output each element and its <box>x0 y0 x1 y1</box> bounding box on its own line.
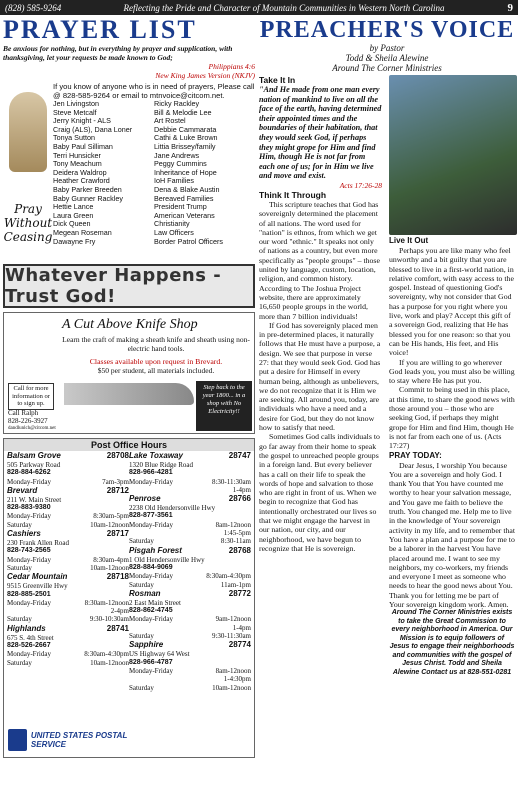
prayer-intro: If you know of anyone who is in need of prayers, Please call @ 828-585-9264 or email to mtnvoice@citcom.net. <box>53 82 255 100</box>
po-time: 10am-12noon <box>90 520 129 529</box>
po-time: 8:30-11:30am <box>211 477 251 486</box>
po-zip: 28717 <box>106 529 129 539</box>
prayer-name: Tony Meachum <box>53 159 102 169</box>
po-hours-row <box>7 556 129 564</box>
praying-hands <box>3 82 53 260</box>
prayer-name: IoH Families <box>154 176 194 186</box>
po-day: Saturday <box>129 580 154 589</box>
po-address: 675 S. 4th Street <box>7 633 54 642</box>
live-p3: Commit to being used in this place, at this time, to share the good news with those around you – those who are seeking God, if perhaps they might grope for Him and find Him, though He is not far from each one of us. (Acts 17:27) <box>389 385 515 451</box>
po-hours-row <box>129 537 251 545</box>
prayer-names <box>53 82 255 260</box>
po-col-1 <box>7 451 129 692</box>
po-hours-row <box>7 521 129 529</box>
po-hours-row <box>129 521 251 529</box>
knife-shop-classes: Classes available upon request in Brevard. <box>89 357 223 366</box>
prayer-name: Bereaved Families <box>154 193 214 203</box>
po-time: 8:30am-5pm <box>93 512 129 521</box>
po-day: Monday-Friday <box>129 666 173 675</box>
po-town-name: Balsam Grove <box>7 451 61 460</box>
prayer-name: Littia Brissey/family <box>154 141 216 151</box>
prayer-name: Bill & Melodie Lee <box>154 107 212 117</box>
prayer-name: Law Officers <box>154 227 194 237</box>
po-day: Monday-Friday <box>7 555 51 564</box>
po-hours-row <box>129 632 251 640</box>
po-address: 211 W. Main Street <box>7 495 62 504</box>
po-zip: 28747 <box>228 451 251 460</box>
knife-shop-desc: Learn the craft of making a sheath knife and sheath using non-electric hand tools. <box>62 335 250 353</box>
preacher-by: by Pastor <box>369 43 405 53</box>
po-time: 2-4pm <box>110 607 129 616</box>
prayer-name: Megean Roseman <box>53 227 112 237</box>
preacher-ministry: Around The Corner Ministries <box>332 63 442 73</box>
knife-shop-price: $50 per student, all materials included. <box>97 366 215 375</box>
po-phone: 828-877-3561 <box>129 512 173 520</box>
think-p1: This scripture teaches that God has sovereignly determined the placement of all nations. The word used for "nation" is ethnos, from which we get our word "ethnic." It speaks not only of nations as a country, but even more specifically as "people groups" – those united by language, custom, location, religion, and common history. According to The Joshua Project website, there are approximately 16,650 people groups in the world, more than 7 billion individuals! <box>259 199 380 321</box>
prayer-name: Dena & Blake Austin <box>154 184 220 194</box>
prayer-name: Debbie Cammarata <box>154 124 217 134</box>
po-town <box>129 494 251 504</box>
prayer-name: Christianity <box>154 219 190 229</box>
po-address: 2238 Old Hendersonville Hwy <box>129 504 216 513</box>
header-phone: (828) 585-9264 <box>5 2 62 13</box>
po-day: Monday-Friday <box>7 477 51 486</box>
po-day: Saturday <box>7 615 32 624</box>
prayer-name: Heather Crawford <box>53 176 110 186</box>
prayer-name: Steve Metcalf <box>53 107 97 117</box>
knife-shop-call: Call for more information or to sign up. <box>8 383 54 410</box>
live-p2: If you are willing to go wherever God leads you, you must also be willing to stay where He has put you. <box>389 357 515 386</box>
po-hours-row <box>129 478 251 486</box>
po-town <box>7 486 129 496</box>
po-address: 230 Frank Allen Road <box>7 539 70 548</box>
prayer-name: Laura Green <box>53 210 94 220</box>
po-town <box>7 624 129 634</box>
prayer-name: Cathi & Luke Brown <box>154 133 218 143</box>
take-it-in-heading: Take It In <box>259 75 296 85</box>
po-address: 1 Old Hendersonville Hwy <box>129 555 205 564</box>
po-zip: 28766 <box>228 494 251 504</box>
po-hours-row <box>129 684 251 692</box>
pastor-photo <box>389 75 517 235</box>
po-hours-row <box>129 675 251 683</box>
po-town <box>7 529 129 539</box>
po-phone: 828-884-9069 <box>129 563 173 571</box>
prayer-list-version: New King James Version (NKJV) <box>155 71 255 80</box>
knife-shop-title: A Cut Above Knife Shop <box>62 317 198 332</box>
praying-hands-icon <box>9 92 47 172</box>
po-day: Monday-Friday <box>129 572 173 581</box>
po-day: Monday-Friday <box>7 650 51 659</box>
po-day: Monday-Friday <box>129 520 173 529</box>
post-office-hours <box>3 438 255 758</box>
prayer-name: Border Patrol Officers <box>154 236 223 246</box>
po-address: 1320 Blue Ridge Road <box>129 461 193 469</box>
po-time: 9:30-10:30am <box>89 615 129 624</box>
po-town <box>7 572 129 582</box>
ralph-label: Call Ralph <box>8 409 39 417</box>
po-hours-row <box>7 599 129 607</box>
po-hours-row <box>7 659 129 667</box>
po-day: Saturday <box>129 632 154 641</box>
po-time: 10am-12noon <box>212 683 251 692</box>
think-p3: Sometimes God calls individuals to go far away from their home to speak the gospel to unreached people groups in a foreign land. But every believer has a call on their life to speak the words of hope and salvation to those who are right in front of us. When we begin to recognize that God has intentionally orchestrated our lives so that we might engage the harvest in our nation, our city, and our neighborhood, we have begun to recognize that He is sovereign. <box>259 432 380 553</box>
trust-god-banner: Whatever Happens - Trust God! <box>3 264 255 308</box>
po-day: Saturday <box>7 658 32 667</box>
prayer-name: Craig (ALS), Dana Loner <box>53 124 133 134</box>
po-zip: 28741 <box>106 623 129 633</box>
prayer-text: Dear Jesus, I worship You because You are a sovereign and holy God. I thank You that You have counted me worthy to hear your salvation message, and You gave me faith to believe the truth. You changed me. Help me to live in the knowledge of Your sovereign activity in my life, and to remember that You have a plan and a purpose for me to be a laborer in the harvest You have placed around me. I want to see my neighbors, my co-workers, my friends and everyone I meet as someone who needs to hear the good news about You. Thank you for letting me be part of Your sovereign kingdom work. Amen. <box>389 460 516 609</box>
prayer-name: President Trump <box>154 202 207 212</box>
po-time: 11am-1pm <box>220 580 251 589</box>
po-zip: 28772 <box>228 588 251 598</box>
po-time: 9am-12noon <box>215 615 251 624</box>
po-hours-row <box>7 650 129 658</box>
ralph-phone: 828-226-3927 <box>8 417 48 425</box>
ralph-email[interactable]: dandlunlch@citcom.net <box>8 426 56 431</box>
prayer-name: Terri Hunsicker <box>53 150 101 160</box>
po-day: Saturday <box>129 537 154 546</box>
prayer-name: Baby Parker Breeden <box>53 184 122 194</box>
prayer-name: Art Rostel <box>154 116 186 126</box>
po-phone: 828-526-2667 <box>7 642 51 650</box>
po-time: 8:30-11am <box>220 537 251 546</box>
po-time: 1:45-5pm <box>223 529 251 538</box>
po-day: Saturday <box>129 683 154 692</box>
pray-without-ceasing: Pray Without Ceasing <box>3 202 53 244</box>
preacher-names: Todd & Sheila Alewine <box>345 53 429 63</box>
po-time: 1-4:30pm <box>223 675 251 684</box>
po-address: 505 Parkway Road <box>7 461 61 469</box>
po-time: 7am-3pm <box>102 477 129 486</box>
po-time: 8am-12noon <box>215 666 251 675</box>
po-day: Saturday <box>7 520 32 529</box>
po-hours-row <box>129 572 251 580</box>
usps-text: UNITED STATES POSTAL SERVICE <box>30 731 128 749</box>
po-time: 8:30am-4:30pm <box>206 572 251 581</box>
po-hours-row <box>129 667 251 675</box>
po-address: US Highway 64 West <box>129 650 190 659</box>
po-phone: 828-966-4787 <box>129 658 173 666</box>
po-time: 8:30am-4pm <box>93 555 129 564</box>
names-grid <box>53 100 255 246</box>
po-town-name: Lake Toxaway <box>129 451 183 460</box>
prayer-name: American Veterans <box>154 210 215 220</box>
po-town <box>129 546 251 556</box>
po-phone: 828-883-9380 <box>7 504 51 512</box>
po-hours-row <box>7 512 129 520</box>
po-hours-row <box>7 607 129 615</box>
usps-logo <box>8 726 128 754</box>
po-time: 1-4pm <box>232 485 251 494</box>
po-time: 1-4pm <box>232 623 251 632</box>
po-hours-row <box>129 486 251 494</box>
po-town <box>7 451 129 461</box>
po-hours-row <box>129 581 251 589</box>
po-time: 8:30am-4:30pm <box>84 650 129 659</box>
po-day: Monday-Friday <box>7 512 51 521</box>
po-time: 10am-12noon <box>90 658 129 667</box>
prayer-name: Hettie Lance <box>53 202 94 212</box>
prayer-name: Deidera Waldrop <box>53 167 107 177</box>
prayer-list-ref: Philippians 4:6 <box>208 62 255 71</box>
po-town-name: Brevard <box>7 485 38 495</box>
ministry-footer: Around The Corner Ministries exists to take the Great Commission to every neighborhood in America. Our Mission is to equip followers of Jesus to engage their neighborhoods and communities with the gospel of Jesus Christ. Todd and Sheila Alewine Contact us at 828-551-0281 <box>389 609 515 676</box>
prayer-name: Baby Gunner Rackley <box>53 193 123 203</box>
po-town-name: Penrose <box>129 494 161 504</box>
po-col-2 <box>129 451 251 692</box>
po-time: 9:30-11:30am <box>211 632 251 641</box>
po-zip: 28708 <box>106 451 129 460</box>
po-phone: 828-884-6262 <box>7 469 51 477</box>
po-address: 2 East Main Street <box>129 598 181 607</box>
po-phone: 828-743-2565 <box>7 547 51 555</box>
po-day: Saturday <box>7 563 32 572</box>
po-phone: 828-862-4745 <box>129 607 173 615</box>
pray-today-heading: PRAY TODAY: <box>389 450 442 460</box>
po-hours-row <box>7 564 129 572</box>
prayer-list-verse: Be anxious for nothing, but in everything by prayer and supplication, with thanksgiving, let your requests be made known to God; <box>3 44 233 62</box>
prayer-name: Ricky Rackley <box>154 99 200 108</box>
prayer-name: Jen Livingston <box>53 99 99 108</box>
po-zip: 28712 <box>106 485 129 495</box>
page-number: 9 <box>507 1 513 14</box>
knife-shop-ad <box>3 312 255 434</box>
po-phone: 828-966-4281 <box>129 469 173 477</box>
think-heading: Think It Through <box>259 189 327 200</box>
po-town-name: Sapphire <box>129 640 164 650</box>
po-town <box>129 451 251 461</box>
po-town-name: Pisgah Forest <box>129 545 182 555</box>
page-header <box>0 0 518 15</box>
po-town-name: Highlands <box>7 623 46 633</box>
prayer-name: Tonya Sutton <box>53 133 95 143</box>
po-time: 8am-12noon <box>215 520 251 529</box>
scripture: "And He made from one man every nation of mankind to live on all the face of the earth, having determined their appointed times and the boundaries of their habitation, that they would seek God, if perhaps they might grope for Him and find Him, though He is not far from each one of us; for in Him we live and move and exist. <box>259 85 382 181</box>
po-hours-row <box>7 478 129 486</box>
prayer-name: Inheritance of Hope <box>154 167 217 177</box>
po-time: 10am-12noon <box>90 563 129 572</box>
knife-shop-step: Step back to the year 1800... in a shop with No Electricity!! <box>196 381 252 431</box>
eagle-icon <box>8 729 27 751</box>
po-town <box>129 589 251 599</box>
live-heading: Live It Out <box>389 236 429 245</box>
preacher-col-1 <box>259 75 385 677</box>
po-town-name: Cedar Mountain <box>7 572 68 582</box>
po-town-name: Rosman <box>129 588 161 598</box>
think-p2: If God has sovereignly placed men in pre-determined places, it naturally follows that He must have a purpose, a design. We see that purpose in verse 27: that they would seek God. God has put a desire for Himself in every human being, although as unbelievers, we do not recognize that it is Him we are seeking. All around you, today, are individuals who have a need and a desire for God, but they do not know how to satisfy that need. <box>259 320 381 433</box>
po-hours-row <box>129 615 251 623</box>
post-office-title: Post Office Hours <box>4 439 254 451</box>
prayer-name: Jerry Knight - ALS <box>53 116 111 126</box>
po-address: 9515 Greenville Hwy <box>7 582 68 591</box>
prayer-name: Dick Queen <box>53 219 91 229</box>
po-time: 8:30am-12noon <box>84 598 129 607</box>
po-day: Monday-Friday <box>129 615 173 624</box>
scripture-ref: Acts 17:26-28 <box>339 180 382 190</box>
header-tagline: Reflecting the Pride and Character of Mountain Communities in Western North Carolina <box>123 2 445 13</box>
prayer-name: Peggy Cummins <box>154 159 207 169</box>
preacher-title: PREACHER'S VOICE <box>259 17 515 43</box>
po-hours-row <box>7 615 129 623</box>
preacher-col-2 <box>385 75 515 677</box>
po-town <box>129 640 251 650</box>
live-p1: Perhaps you are like many who feel unworthy and a bit guilty that you are blessed to live in a first-world nation, in relative comfort, with easy access to the gospel. Instead of questioning God's sovereignty, why not consider that God has a purpose for you right where you live, work and play? Accept this gift of a sovereign God, realizing that He has blessed you for one reason: so that you can be His hands, His feet, and His voice! <box>389 246 514 358</box>
prayer-name: Baby Paul Silliman <box>53 141 113 151</box>
po-zip: 28718 <box>106 572 129 582</box>
prayer-list-body <box>3 82 255 260</box>
names-col-1 <box>53 100 154 246</box>
prayer-name: Jane Andrews <box>154 150 200 160</box>
prayer-list-title: PRAYER LIST <box>3 15 197 44</box>
po-zip: 28768 <box>228 545 251 555</box>
knife-image <box>64 383 194 405</box>
po-phone: 828-885-2501 <box>7 590 51 598</box>
names-col-2 <box>154 100 255 246</box>
po-hours-row <box>129 529 251 537</box>
prayer-name: Dawayne Fry <box>53 236 96 246</box>
knife-shop-contact <box>8 409 56 433</box>
po-day: Monday-Friday <box>129 477 173 486</box>
po-zip: 28774 <box>228 640 251 650</box>
po-hours-row <box>129 624 251 632</box>
po-day: Monday-Friday <box>7 598 51 607</box>
left-column <box>3 17 255 758</box>
right-column <box>259 17 515 677</box>
po-town-name: Cashiers <box>7 529 41 539</box>
